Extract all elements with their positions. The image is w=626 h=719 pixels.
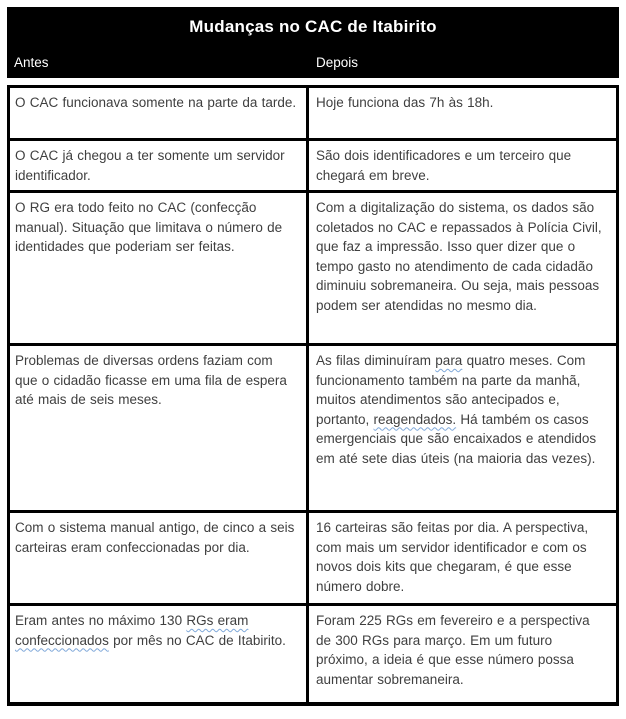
- cell-text: Com o sistema manual antigo, de cinco a seis carteiras eram confeccionadas por dia.: [15, 520, 295, 555]
- cell-depois: [309, 346, 616, 510]
- cell-text: Problemas de diversas ordens faziam com que o cidadão ficasse em uma fila de espera até mais de seis meses.: [15, 353, 287, 407]
- cell-antes: [10, 513, 309, 603]
- spellcheck-underlined-word: RGs eram confeccionados: [15, 613, 249, 648]
- cell-text: As filas diminuíram: [316, 353, 436, 368]
- table-row: [10, 88, 616, 141]
- cell-depois: [309, 88, 616, 138]
- comparison-table: [7, 7, 619, 706]
- cell-text: O RG era todo feito no CAC (confecção manual). Situação que limitava o número de identidades que poderiam ser feitas.: [15, 200, 283, 254]
- cell-antes: [10, 193, 309, 343]
- cell-antes: [10, 88, 309, 138]
- table-body: [7, 85, 619, 706]
- column-header-antes-label: Antes: [14, 55, 49, 70]
- cell-text: O CAC funcionava somente na parte da tarde.: [15, 95, 297, 110]
- cell-text: Com a digitalização do sistema, os dados são coletados no CAC e repassados à Polícia Civil, que faz a impressão. Isso quer dizer que o tempo gasto no atendimento de cada cidadão diminuiu sobremaneira. Ou seja, mais pessoas podem ser atendidas no mesmo dia.: [316, 200, 602, 313]
- table-row: [10, 346, 616, 513]
- spellcheck-underlined-word: para: [435, 353, 463, 368]
- cell-text: quatro meses. Com funcionamento também na parte da manhã, muitos atendimentos são antecipados e, portanto,: [316, 353, 586, 427]
- cell-text: Há também os casos emergenciais que são encaixados e atendidos em até sete dias úteis (na maioria das vezes).: [316, 411, 597, 466]
- cell-text: O CAC já chegou a ter somente um servidor identificador.: [15, 148, 285, 183]
- column-header-depois-label: Depois: [316, 55, 359, 70]
- cell-text: por mês no CAC de Itabirito.: [108, 632, 286, 648]
- table-row: [10, 193, 616, 346]
- cell-antes: [10, 606, 309, 702]
- table-row: [10, 141, 616, 193]
- cell-text: Eram antes no máximo 130: [15, 613, 187, 628]
- cell-text: São dois identificadores e um terceiro que chegará em breve.: [316, 148, 572, 183]
- cell-antes: [10, 346, 309, 510]
- cell-antes: [10, 141, 309, 190]
- cell-text: Hoje funciona das 7h às 18h.: [316, 95, 494, 110]
- cell-text: Foram 225 RGs em fevereiro e a perspectiva de 300 RGs para março. Em um futuro próximo, a ideia é que esse número possa aumentar sobremaneira.: [316, 613, 590, 687]
- cell-depois: [309, 193, 616, 343]
- cell-depois: [309, 141, 616, 190]
- table-title-band: [7, 7, 619, 47]
- header-body-gap: [7, 78, 619, 85]
- table-title: Mudanças no CAC de Itabirito: [189, 17, 437, 36]
- table-column-headers: [7, 47, 619, 78]
- column-header-depois: [309, 47, 619, 78]
- cell-depois: [309, 606, 616, 702]
- table-row: [10, 606, 616, 702]
- column-header-antes: [7, 47, 309, 78]
- cell-depois: [309, 513, 616, 603]
- cell-text: 16 carteiras são feitas por dia. A perspectiva, com mais um servidor identificador e com os novos dois kits que chegaram, é que esse número dobre.: [316, 520, 589, 594]
- table-row: [10, 513, 616, 606]
- spellcheck-underlined-word: reagendados.: [373, 411, 457, 427]
